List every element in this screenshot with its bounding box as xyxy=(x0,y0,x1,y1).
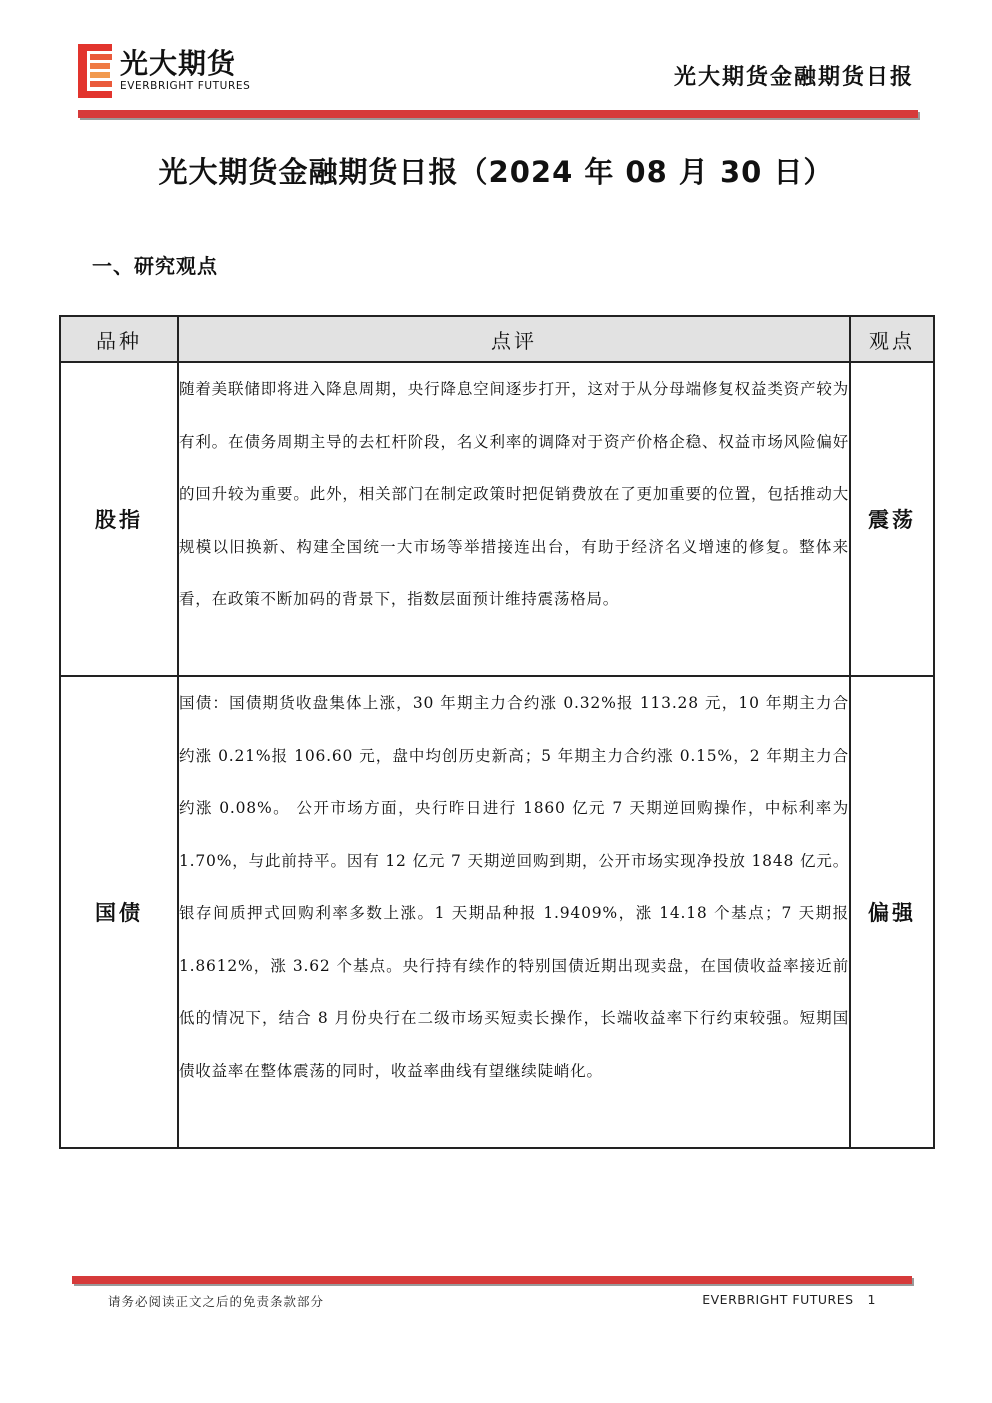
table-header-row xyxy=(60,316,934,362)
footer-disclaimer: 请务必阅读正文之后的免责条款部分 xyxy=(108,1294,325,1309)
header-comment: 点评 xyxy=(178,316,850,362)
table-row xyxy=(60,362,934,676)
document-title: 光大期货金融期货日报（2024 年 08 月 30 日） xyxy=(158,155,834,189)
page-number: 1 xyxy=(867,1292,876,1307)
row-comment: 随着美联储即将进入降息周期，央行降息空间逐步打开，这对于从分母端修复权益类资产较为有利。在债务周期主导的去杠杆阶段，名义利率的调降对于资产价格企稳、权益市场风险偏好的回升较为重要。此外，相关部门在制定政策时把促销费放在了更加重要的位置，包括推动大规模以旧换新、构建全国统一大市场等举措接连出台，有助于经济名义增速的修复。整体来看，在政策不断加码的背景下，指数层面预计维持震荡格局。 xyxy=(178,362,850,676)
row-variety: 股指 xyxy=(60,362,178,676)
everbright-logo-icon xyxy=(78,44,112,98)
footer-brand: EVERBRIGHT FUTURES xyxy=(702,1292,854,1307)
row-view: 偏强 xyxy=(850,676,934,1148)
header-divider xyxy=(78,110,918,118)
section-heading: 一、研究观点 xyxy=(92,254,218,278)
header-report-name: 光大期货金融期货日报 xyxy=(673,65,914,90)
footer-brand-block xyxy=(702,1292,876,1307)
row-view: 震荡 xyxy=(850,362,934,676)
footer-divider xyxy=(72,1276,912,1284)
company-logo xyxy=(78,42,298,100)
header-variety: 品种 xyxy=(60,316,178,362)
row-variety: 国债 xyxy=(60,676,178,1148)
header-view: 观点 xyxy=(850,316,934,362)
logo-english-name: EVERBRIGHT FUTURES xyxy=(120,80,251,92)
logo-chinese-name: 光大期货 xyxy=(120,47,237,80)
table-row xyxy=(60,676,934,1148)
row-comment: 国债：国债期货收盘集体上涨，30 年期主力合约涨 0.32%报 113.28 元，10 年期主力合约涨 0.21%报 106.60 元，盘中均创历史新高；5 年期主力合约涨 0.15%，2 年期主力合约涨 0.08%。 公开市场方面，央行昨日进行 1860 亿元 7 天期逆回购操作，中标利率为 1.70%，与此前持平。因有 12 亿元 7 天期逆回购到期，公开市场实现净投放 1848 亿元。银存间质押式回购利率多数上涨。1 天期品种报 1.9409%，涨 14.18 个基点；7 天期报 1.8612%，涨 3.62 个基点。央行持有续作的特别国债近期出现卖盘，在国债收益率接近前低的情况下，结合 8 月份央行在二级市场买短卖长操作，长端收益率下行约束较强。短期国债收益率在整体震荡的同时，收益率曲线有望继续陡峭化。 xyxy=(178,676,850,1148)
research-views-table xyxy=(59,315,935,1149)
